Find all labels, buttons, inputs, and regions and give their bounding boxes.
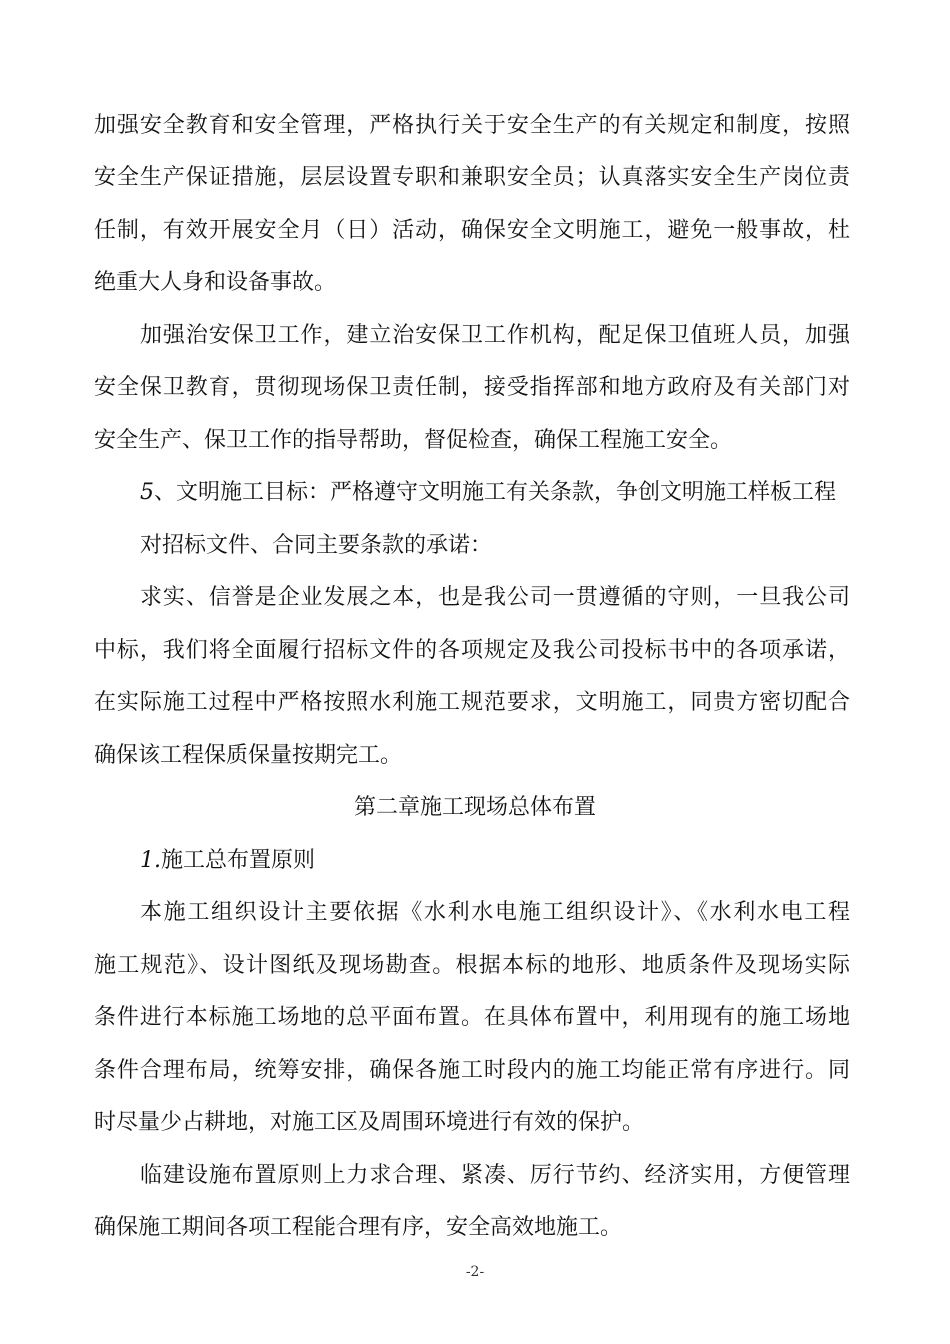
text-line-indented: 本施工组织设计主要依据《水利水电施工组织设计》、《水利水电工程 [140, 900, 850, 925]
text-line: 安全生产保证措施，层层设置专职和兼职安全员；认真落实安全生产岗位责 [94, 165, 850, 190]
text-line: 条件合理布局，统筹安排，确保各施工时段内的施工均能正常有序进行。同 [94, 1058, 850, 1083]
text-line: 施工规范》、设计图纸及现场勘查。根据本标的地形、地质条件及现场实际 [94, 953, 850, 978]
text-line-indented: 求实、信誉是企业发展之本，也是我公司一贯遵循的守则，一旦我公司 [140, 585, 850, 610]
text-line-indented: 临建设施布置原则上力求合理、紧凑、厉行节约、经济实用，方便管理 [140, 1163, 850, 1188]
text-line: 条件进行本标施工场地的总平面布置。在具体布置中，利用现有的施工场地 [94, 1005, 850, 1030]
text-line: 确保施工期间各项工程能合理有序，安全高效地施工。 [94, 1215, 623, 1240]
chapter-heading: 第二章施工现场总体布置 [353, 795, 596, 820]
text-line: 加强安全教育和安全管理，严格执行关于安全生产的有关规定和制度，按照 [94, 113, 850, 138]
item-text: 施工总布置原则 [161, 848, 316, 873]
text-line: 绝重大人身和设备事故。 [94, 270, 337, 295]
item-text: 、文明施工目标：严格遵守文明施工有关条款，争创文明施工样板工程 [154, 480, 837, 505]
item-number: 1. [140, 848, 161, 873]
text-line: 确保该工程保质保量按期完工。 [94, 743, 403, 768]
text-line: 时尽量少占耕地，对施工区及周围环境进行有效的保护。 [94, 1110, 645, 1135]
item-number: 5 [140, 480, 154, 505]
text-line: 安全保卫教育，贯彻现场保卫责任制，接受指挥部和地方政府及有关部门对 [94, 375, 850, 400]
text-line: 任制，有效开展安全月（日）活动，确保安全文明施工，避免一般事故，杜 [94, 218, 850, 243]
text-line-indented: 加强治安保卫工作，建立治安保卫工作机构，配足保卫值班人员，加强 [140, 323, 850, 348]
text-line: 在实际施工过程中严格按照水利施工规范要求，文明施工，同贵方密切配合 [94, 690, 850, 715]
numbered-item-5 [140, 477, 850, 509]
text-line-indented: 对招标文件、合同主要条款的承诺： [140, 533, 493, 558]
numbered-item-1 [140, 845, 850, 877]
text-line: 中标，我们将全面履行招标文件的各项规定及我公司投标书中的各项承诺， [94, 638, 850, 663]
page-number: -2- [465, 1264, 485, 1280]
text-line: 安全生产、保卫工作的指导帮助，督促检查，确保工程施工安全。 [94, 428, 733, 453]
